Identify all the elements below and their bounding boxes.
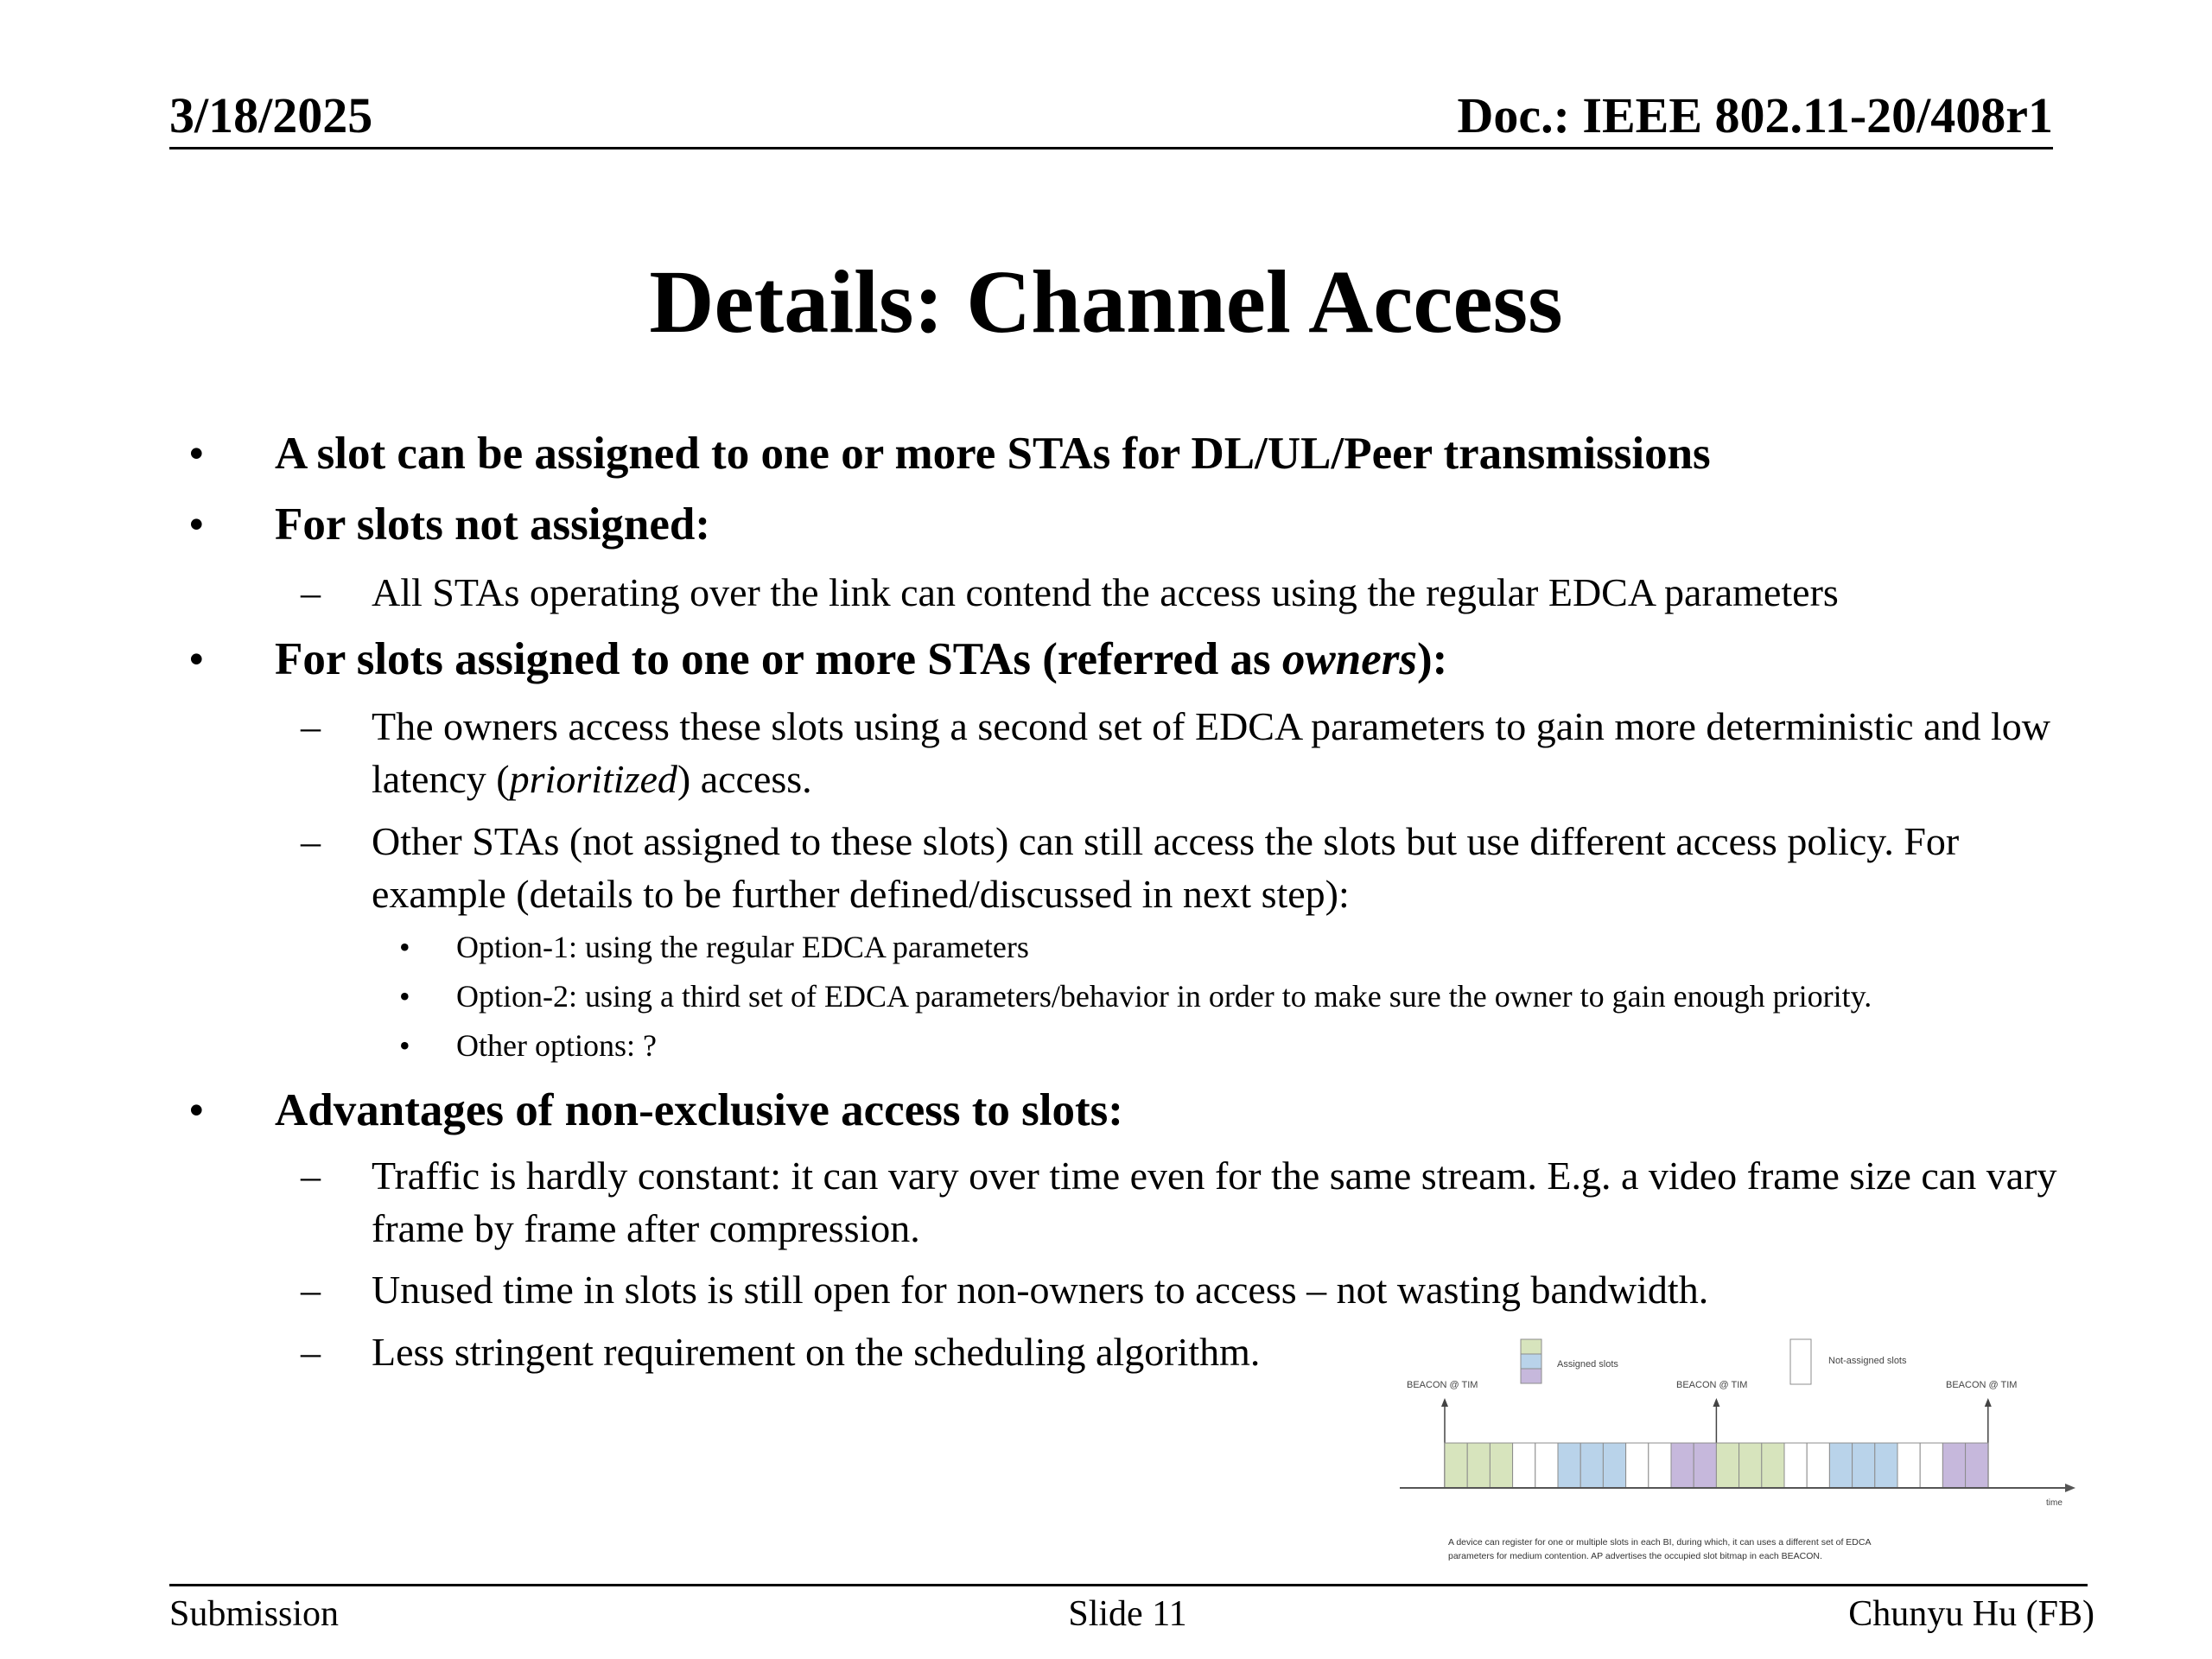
bullet-not-assigned <box>188 494 2098 555</box>
slot-white <box>1513 1443 1535 1488</box>
diagram-caption-line-1: A device can register for one or multiple slots in each BI, during which, it can uses a different set of EDCA <box>1448 1537 1872 1548</box>
sub-bullet-traffic <box>301 1149 2091 1255</box>
bullet-mark: • <box>188 1085 205 1135</box>
owners-term: owners <box>1281 634 1418 684</box>
sub-bullet-owners-access <box>301 700 2091 805</box>
bullet-text: For slots assigned to one or more STAs (referred as <box>275 634 1282 684</box>
beacon-arrowhead-2 <box>1713 1398 1719 1407</box>
bullet-text-end: ): <box>1417 634 1448 684</box>
dash-mark: – <box>301 704 321 748</box>
beacon-label-1: BEACON @ TIM <box>1407 1380 1478 1390</box>
bullet-text: Other STAs (not assigned to these slots) can still access the slots but use different access policy. For example (details to be further defined/discussed in next step): <box>372 819 1960 916</box>
slot-white <box>1784 1443 1807 1488</box>
bullet-mark: • <box>188 499 205 550</box>
slot-green <box>1739 1443 1762 1488</box>
legend-swatch-blue <box>1521 1354 1541 1369</box>
slot-purple <box>1671 1443 1694 1488</box>
slot-blue <box>1580 1443 1603 1488</box>
slot-white <box>1920 1443 1942 1488</box>
slot-blue <box>1603 1443 1625 1488</box>
slot-blue <box>1829 1443 1852 1488</box>
slot-timeline-diagram <box>1400 1331 2091 1581</box>
bullet-text: A slot can be assigned to one or more STAs for DL/UL/Peer transmissions <box>275 429 1711 479</box>
slot-white <box>1897 1443 1920 1488</box>
slot-white <box>1535 1443 1558 1488</box>
diagram-caption-line-2: parameters for medium contention. AP advertises the occupied slot bitmap in each BEACON. <box>1448 1551 1822 1561</box>
bullet-slot-assignment <box>188 423 2098 484</box>
bullet-text: All STAs operating over the link can contend the access using the regular EDCA parameters <box>372 570 1839 614</box>
bullet-text: Option-1: using the regular EDCA parameters <box>456 930 1029 964</box>
legend-not-assigned-label: Not-assigned slots <box>1828 1356 1907 1366</box>
legend-assigned-label: Assigned slots <box>1557 1359 1618 1370</box>
beacon-label-3: BEACON @ TIM <box>1946 1380 2018 1390</box>
bullet-text: Traffic is hardly constant: it can vary over time even for the same stream. E.g. a video frame size can vary frame by frame after compression. <box>372 1154 2057 1250</box>
slot-white <box>1626 1443 1649 1488</box>
slide-title: Details: Channel Access <box>649 252 1563 352</box>
legend-not-assigned <box>1790 1339 1907 1384</box>
footer-divider <box>169 1584 2088 1586</box>
bullet-mark: • <box>188 634 205 684</box>
bullet-assigned-owners <box>188 629 2098 690</box>
bullet-mark: • <box>399 1028 410 1063</box>
slot-green <box>1445 1443 1467 1488</box>
beacon-arrowhead-3 <box>1985 1398 1992 1407</box>
slot-blue <box>1875 1443 1897 1488</box>
slot-green <box>1467 1443 1490 1488</box>
time-label: time <box>2046 1498 2063 1508</box>
legend-swatch-purple <box>1521 1369 1541 1383</box>
beacon-label-2: BEACON @ TIM <box>1676 1380 1748 1390</box>
dash-mark: – <box>301 1330 321 1374</box>
footer-submission: Submission <box>169 1594 340 1634</box>
slot-white <box>1807 1443 1829 1488</box>
bullet-text: For slots not assigned: <box>275 499 711 550</box>
slot-blue <box>1558 1443 1580 1488</box>
slot-row <box>1445 1443 1988 1488</box>
slot-purple <box>1694 1443 1716 1488</box>
legend-assigned <box>1521 1339 1618 1383</box>
bullet-text: Unused time in slots is still open for non-owners to access – not wasting bandwidth. <box>372 1268 1709 1312</box>
option-other <box>399 1023 2098 1068</box>
legend-swatch-green <box>1521 1339 1541 1354</box>
option-1 <box>399 925 2098 969</box>
bullet-text: Advantages of non-exclusive access to slots: <box>275 1085 1123 1135</box>
slot-green <box>1490 1443 1512 1488</box>
bullet-text: Option-2: using a third set of EDCA parameters/behavior in order to make sure the owner to gain enough priority. <box>456 979 1872 1014</box>
bullet-text: Less stringent requirement on the scheduling algorithm. <box>372 1330 1261 1374</box>
legend-swatch-white <box>1790 1339 1811 1384</box>
footer-slide-number: Slide 11 <box>1068 1594 1187 1634</box>
slide-header <box>169 85 2053 149</box>
sub-bullet-unused-time <box>301 1263 2091 1316</box>
bullet-mark: • <box>399 979 410 1014</box>
footer-author: Chunyu Hu (FB) <box>1848 1594 2094 1634</box>
dash-mark: – <box>301 819 321 863</box>
bullet-mark: • <box>399 930 410 964</box>
header-date: 3/18/2025 <box>169 87 373 143</box>
bullet-text: Other options: ? <box>456 1028 657 1063</box>
time-axis-arrowhead <box>2065 1484 2075 1492</box>
bullet-text-end: ) access. <box>677 757 812 801</box>
sub-bullet-other-stas <box>301 815 2091 920</box>
bullet-mark: • <box>188 429 205 479</box>
header-doc-id: Doc.: IEEE 802.11-20/408r1 <box>1457 87 2053 143</box>
slot-purple <box>1942 1443 1965 1488</box>
sub-bullet-contend <box>301 566 2091 619</box>
slot-blue <box>1853 1443 1875 1488</box>
option-2 <box>399 974 2098 1019</box>
dash-mark: – <box>301 1268 321 1312</box>
beacon-arrowhead-1 <box>1441 1398 1448 1407</box>
prioritized-term: prioritized <box>509 757 677 801</box>
slot-green <box>1762 1443 1784 1488</box>
bullet-advantages <box>188 1080 2098 1141</box>
slot-purple <box>1966 1443 1988 1488</box>
bullet-text: The owners access these slots using a second set of EDCA parameters to gain more deterministic and low latency ( <box>372 704 2050 801</box>
slot-white <box>1649 1443 1671 1488</box>
slot-green <box>1716 1443 1738 1488</box>
dash-mark: – <box>301 570 321 614</box>
dash-mark: – <box>301 1154 321 1198</box>
